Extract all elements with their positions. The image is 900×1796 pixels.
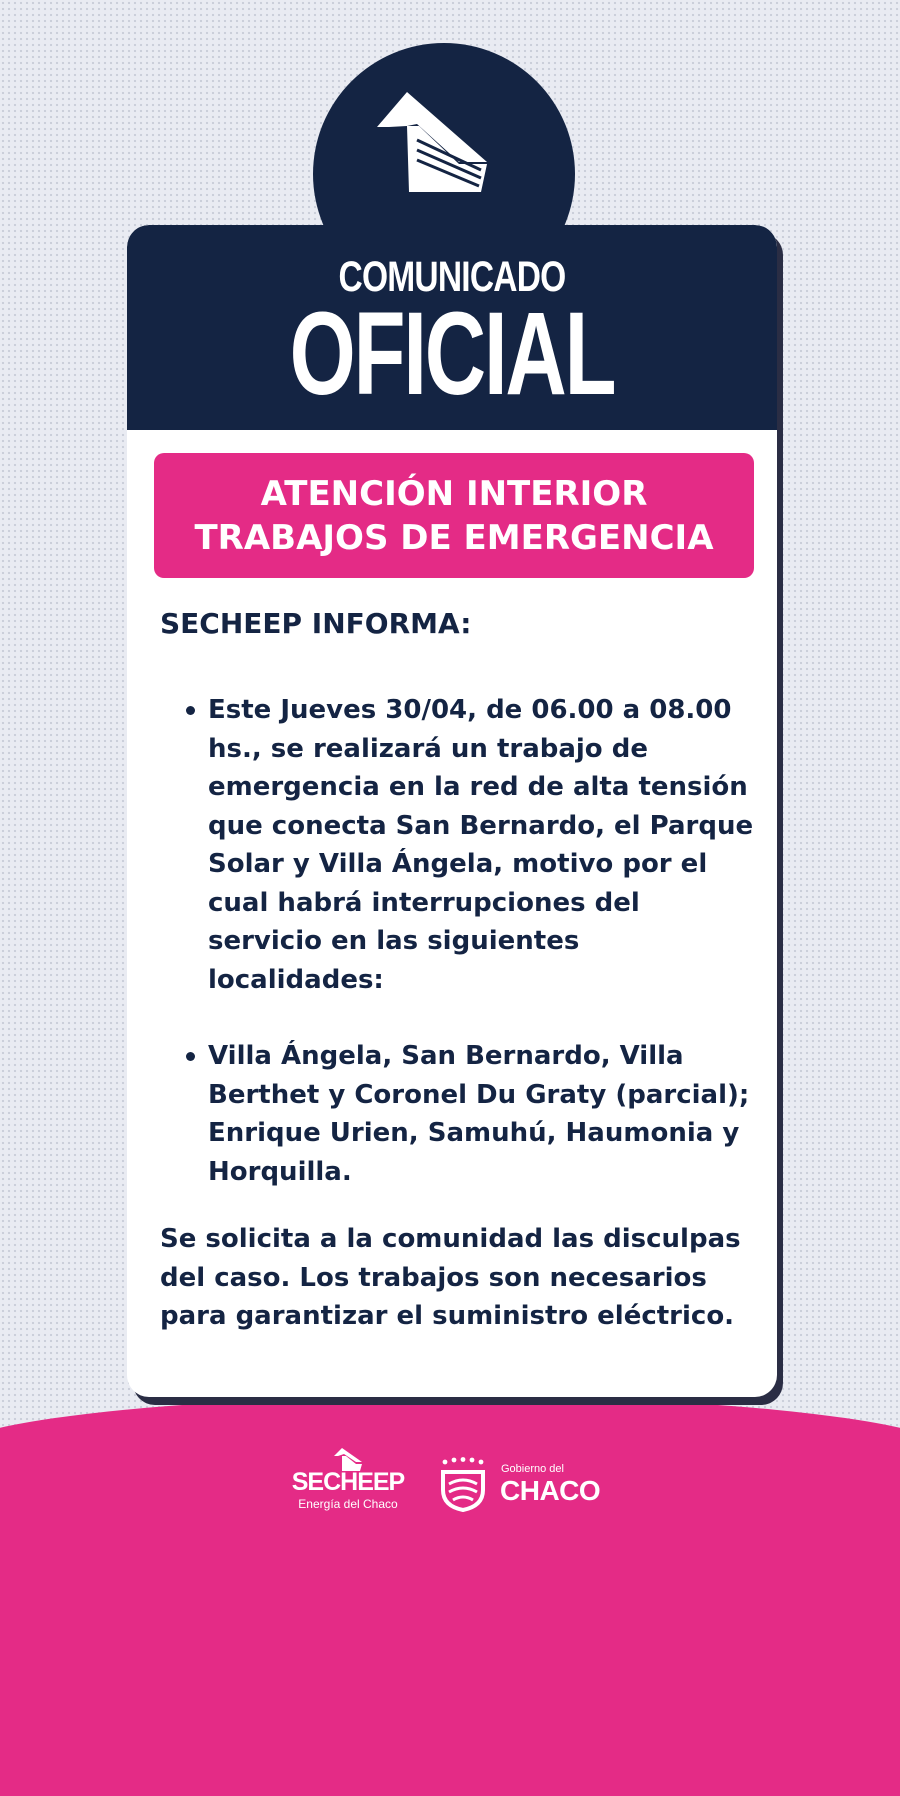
bullet-list bbox=[160, 691, 760, 1229]
secheep-tagline: Energía del Chaco bbox=[298, 1497, 398, 1511]
chaco-subtitle: Gobierno del bbox=[501, 1463, 564, 1475]
alert-line-1: ATENCIÓN INTERIOR bbox=[260, 473, 648, 514]
informa-heading: SECHEEP INFORMA: bbox=[160, 607, 472, 640]
alert-banner bbox=[154, 453, 754, 578]
bullet-item bbox=[160, 1037, 760, 1191]
bullet-text: Este Jueves 30/04, de 06.00 a 08.00 hs., se realizará un trabajo de emergencia en la red de alta tensión que conecta San Bernardo, el Parque Solar y Villa Ángela, motivo por el cual habrá interrupciones del servicio en las siguientes localidades: bbox=[208, 695, 754, 995]
closing-paragraph: Se solicita a la comunidad las disculpas del caso. Los trabajos son necesarios para garantizar el suministro eléctrico. bbox=[160, 1224, 741, 1331]
secheep-arrow-icon bbox=[377, 92, 501, 202]
chaco-logo-text: CHACO bbox=[500, 1475, 601, 1506]
alert-line-2: TRABAJOS DE EMERGENCIA bbox=[194, 517, 714, 558]
title-oficial: OFICIAL bbox=[289, 288, 615, 420]
bullet-dot-icon bbox=[186, 1052, 195, 1061]
secheep-logo-text: SECHEEP bbox=[291, 1468, 405, 1496]
bullet-dot-icon bbox=[186, 706, 195, 715]
title-comunicado: COMUNICADO bbox=[338, 253, 566, 301]
bullet-text: Villa Ángela, San Bernardo, Villa Berthet y Coronel Du Graty (parcial); Enrique Urien, Samuhú, Haumonia y Horquilla. bbox=[208, 1041, 750, 1187]
chaco-emblem-icon bbox=[439, 1466, 487, 1512]
announcement-card bbox=[127, 225, 777, 1397]
card-header bbox=[127, 225, 777, 430]
chaco-stars-icon bbox=[441, 1457, 485, 1465]
bullet-item bbox=[160, 691, 760, 999]
